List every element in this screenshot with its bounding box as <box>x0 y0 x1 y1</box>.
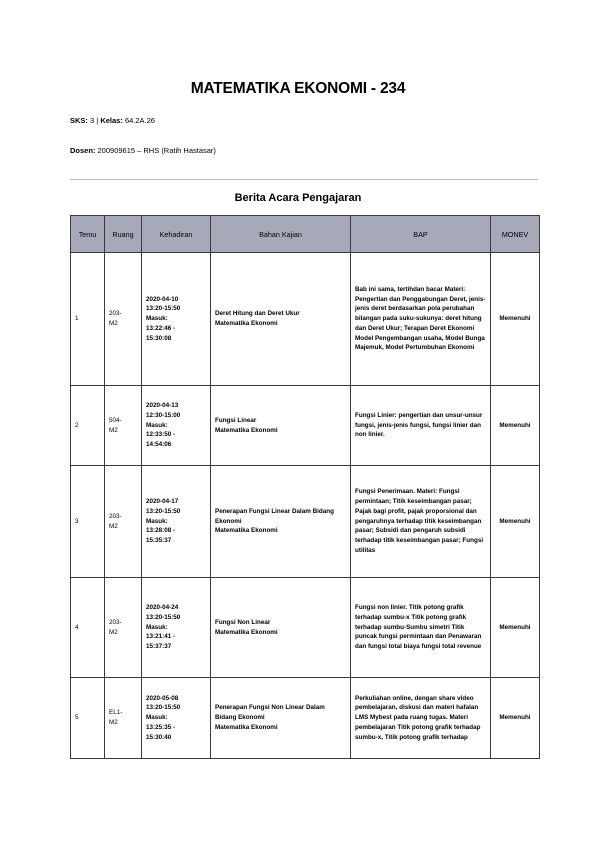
cell-bahan-kajian: Fungsi Non Linear Matematika Ekonomi <box>211 578 351 678</box>
cell-temu: 1 <box>71 253 105 386</box>
cell-bap: Fungsi non linier. Titik potong grafik terhadap sumbu-x Titik potong grafik terhadap sumbu-Sumbu simetri Titik puncak fungsi permintaan dan Penawaran dan fungsi total biaya fungsi total revenue <box>351 578 491 678</box>
cell-monev: Memenuhi <box>491 386 540 466</box>
col-header-kehadiran: Kehadiran <box>142 216 211 253</box>
cell-ruang: EL1- M2 <box>105 678 142 759</box>
sks-value: 3 <box>90 116 95 125</box>
cell-kehadiran: 2020-04-17 13:20-15:50 Masuk: 13:28:08 - 15:35:37 <box>142 466 211 578</box>
col-header-monev: MONEV <box>491 216 540 253</box>
table-header-row <box>71 216 540 253</box>
cell-ruang: 203- M2 <box>105 253 142 386</box>
col-header-bahan-kajian: Bahan Kajian <box>211 216 351 253</box>
cell-temu: 2 <box>71 386 105 466</box>
table-row <box>71 678 540 759</box>
col-header-ruang: Ruang <box>105 216 142 253</box>
course-meta <box>70 116 155 125</box>
cell-kehadiran: 2020-04-24 13:20-15:50 Masuk: 13:21:41 - 15:37:37 <box>142 578 211 678</box>
cell-temu: 4 <box>71 578 105 678</box>
cell-bahan-kajian: Penerapan Fungsi Linear Dalam Bidang Ekonomi Matematika Ekonomi <box>211 466 351 578</box>
cell-ruang: 203- M2 <box>105 466 142 578</box>
kelas-label: Kelas: <box>100 116 123 125</box>
sks-label: SKS: <box>70 116 88 125</box>
cell-monev: Memenuhi <box>491 678 540 759</box>
table-row <box>71 466 540 578</box>
cell-kehadiran: 2020-04-10 13:20-15:50 Masuk: 13:22:46 - 15:30:08 <box>142 253 211 386</box>
cell-ruang: 203- M2 <box>105 578 142 678</box>
cell-ruang: 504- M2 <box>105 386 142 466</box>
lecturer-meta <box>70 146 216 155</box>
cell-monev: Memenuhi <box>491 578 540 678</box>
table-row <box>71 253 540 386</box>
table-row <box>71 578 540 678</box>
cell-temu: 5 <box>71 678 105 759</box>
section-title: Berita Acara Pengajaran <box>234 192 362 204</box>
kelas-value: 64.2A.26 <box>124 116 155 125</box>
col-header-bap: BAP <box>351 216 491 253</box>
document-title: MATEMATIKA EKONOMI - 234 <box>190 80 406 97</box>
cell-bap: Perkuliahan online, dengan share video pembelajaran, diskusi dan materi hafalan LMS Mybest pada ruang tugas. Materi pembelajaran Titik potong grafik terhadap sumbu-x, Titik potong grafik terhadap <box>351 678 491 759</box>
cell-temu: 3 <box>71 466 105 578</box>
cell-monev: Memenuhi <box>491 466 540 578</box>
cell-bap: Fungsi Linier: pengertian dan unsur-unsur fungsi, jenis-jenis fungsi, fungsi linier dan non linier. <box>351 386 491 466</box>
cell-bahan-kajian: Fungsi Linear Matematika Ekonomi <box>211 386 351 466</box>
table-row <box>71 386 540 466</box>
dosen-value: 200909615 – RHS (Ratih Hastasar) <box>97 146 216 155</box>
cell-monev: Memenuhi <box>491 253 540 386</box>
meta-separator: | <box>96 116 99 125</box>
cell-bahan-kajian: Deret Hitung dan Deret Ukur Matematika Ekonomi <box>211 253 351 386</box>
cell-bap: Bab ini sama, tertihdan bacar Materi: Pengertian dan Penggabungan Deret, jenis-jenis deret berdasarkan pola perubahan bilangan pada suku-sukunya: deret hitung dan Deret Ukur; Terapan Deret Ekonomi Model Pengembangan usaha, Model Bunga Majemuk, Model Pertumbuhan Ekonomi <box>351 253 491 386</box>
cell-kehadiran: 2020-04-13 12:30-15:00 Masuk: 12:33:50 - 14:54:06 <box>142 386 211 466</box>
cell-bap: Fungsi Penerimaan. Materi: Fungsi permintaan; Titik keseimbangan pasar; Pajak bagi profit, pajak proporsional dan pengaruhnya terhadap titik keseimbangan pasar; Subsidi dan pengaruh subsidi terhadap titik keseimbangan pasar; Fungsi utilitas <box>351 466 491 578</box>
dosen-label: Dosen: <box>70 146 96 155</box>
cell-kehadiran: 2020-05-08 13:20-15:50 Masuk: 13:25:35 - 15:30:40 <box>142 678 211 759</box>
cell-bahan-kajian: Penerapan Fungsi Non Linear Dalam Bidang Ekonomi Matematika Ekonomi <box>211 678 351 759</box>
bap-table <box>70 215 540 759</box>
divider <box>70 179 538 180</box>
col-header-temu: Temu <box>71 216 105 253</box>
